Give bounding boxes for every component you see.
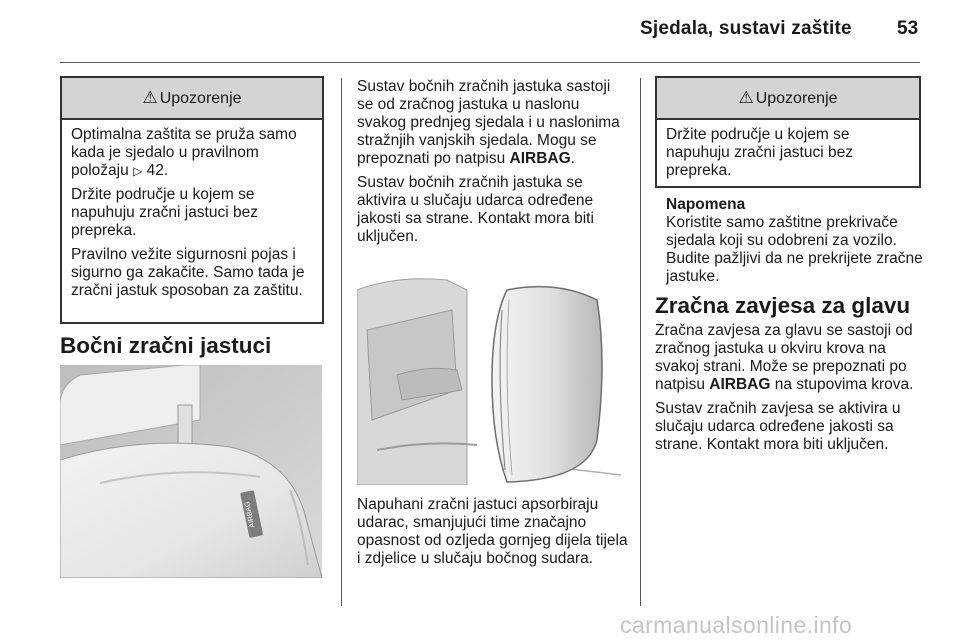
page-reference: 42. <box>146 162 169 179</box>
section-heading-curtain-airbags: Zračna zavjesa za glavu <box>655 293 911 318</box>
warning-body <box>62 120 322 312</box>
seat-airbag-label-figure <box>60 365 322 578</box>
warning-paragraph: Optimalna zaštita se pruža samo kada je sjedalo u pravilnom položaju ▷ 42. <box>71 126 297 179</box>
warning-body <box>657 120 919 192</box>
warning-header <box>657 78 919 120</box>
column-divider-2 <box>640 78 641 606</box>
header-divider <box>60 62 920 63</box>
note-block <box>666 196 926 286</box>
middle-text-top <box>357 78 629 252</box>
seat-backrest-illustration <box>60 365 322 578</box>
paragraph: Sustav bočnih zračnih jastuka se aktivira u slučaju udarca određene jakosti sa strane. Kontakt mora biti uključen. <box>357 174 594 245</box>
middle-text-bottom <box>357 496 629 574</box>
warning-paragraph: Držite područje u kojem se napuhuju zračni jastuci bez prepreka. <box>71 186 258 239</box>
warning-box-right <box>655 76 921 188</box>
note-title: Napomena <box>666 196 746 213</box>
warning-paragraph: Pravilno vežite sigurnosni pojas i sigurno ga zakačite. Samo tada je zračni jastuk sposoban za zaštitu. <box>71 246 305 299</box>
right-text <box>655 322 927 460</box>
paragraph: Sustav zračnih zavjesa se aktivira u slučaju udarca određene jakosti sa strane. Kontakt mora biti uključen. <box>655 400 901 453</box>
warning-paragraph: Držite područje u kojem se napuhuju zračni jastuci bez prepreka. <box>666 126 853 179</box>
warning-box-left <box>60 76 324 324</box>
paragraph: Sustav bočnih zračnih jastuka sastoji se od zračnog jastuka u naslonu svakog prednjeg sjedala i u naslonima stražnjih vanjskih sjedala. Mogu se prepoznati po natpisu AIRBAG. <box>357 78 620 167</box>
note-text: Koristite samo zaštitne prekrivače sjedala koji su odobreni za vozilo. Budite pažljivi da ne prekrijete zračne jastuke. <box>666 214 923 285</box>
page-reference-arrow-icon: ▷ <box>133 164 143 178</box>
airbag-keyword: AIRBAG <box>509 150 571 167</box>
warning-title: Upozorenje <box>159 90 242 107</box>
paragraph: Zračna zavjesa za glavu se sastoji od zračnog jastuka u okviru krova na svakoj strani. Može se prepoznati po natpisu AIRBAG na stupovima krova. <box>655 322 914 393</box>
page-header-title: Sjedala, sustavi zaštite <box>640 18 852 39</box>
watermark: carmanualsonline.info <box>620 612 853 638</box>
airbag-keyword: AIRBAG <box>709 376 771 393</box>
warning-title: Upozorenje <box>755 90 838 107</box>
warning-header <box>62 78 322 120</box>
airbag-label-text: AIRBAG <box>243 500 257 529</box>
inflated-side-airbag-figure <box>357 270 621 485</box>
section-heading-side-airbags: Bočni zračni jastuci <box>60 333 272 358</box>
page-number: 53 <box>897 18 919 39</box>
column-divider-1 <box>341 78 342 606</box>
warning-triangle-icon: ⚠ <box>738 88 754 107</box>
warning-triangle-icon: ⚠ <box>142 88 158 107</box>
side-airbag-illustration <box>357 270 621 485</box>
paragraph: Napuhani zračni jastuci apsorbiraju udarac, smanjujući time značajno opasnost od ozljeda gornjeg dijela tijela i zdjelice u slučaju bočnog sudara. <box>357 496 628 567</box>
